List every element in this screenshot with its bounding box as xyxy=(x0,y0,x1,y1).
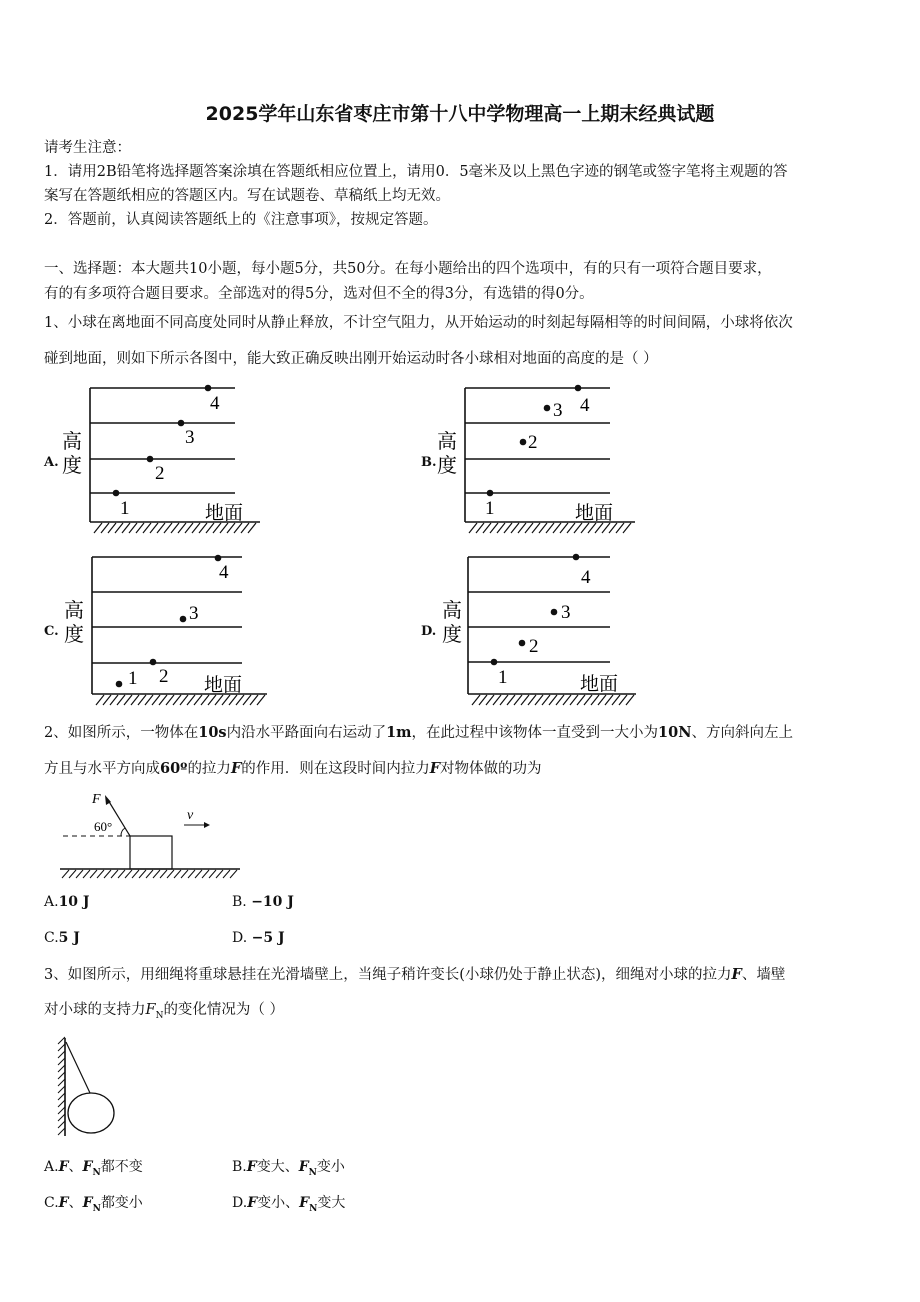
velocity-label: v xyxy=(187,808,194,823)
ground-label: 地面 xyxy=(580,674,619,695)
q1-figure-c xyxy=(62,550,272,710)
ball-label-3: 3 xyxy=(561,602,571,623)
ball-label-2: 2 xyxy=(155,463,165,484)
q1-option-a-label[interactable]: A. xyxy=(44,455,59,470)
ball-label-4: 4 xyxy=(581,567,591,588)
axis-label-top: 高 xyxy=(442,600,462,622)
ball-label-1: 1 xyxy=(128,668,138,689)
q1-option-c-label[interactable]: C. xyxy=(44,624,59,639)
ball-label-4: 4 xyxy=(580,395,590,416)
q3-option-b[interactable]: B.F变大、$F_N$变小 xyxy=(232,1159,345,1178)
notice-item-1-line-1: 1．请用2B铅笔将选择题答案涂填在答题纸相应位置上，请用0．5毫米及以上黑色字迹的钢笔或签字笔将主观题的答 xyxy=(44,164,788,180)
q3-option-a[interactable]: A.F、$F_N$都不变 xyxy=(44,1159,143,1178)
section-1-intro-line-1: 一、选择题：本大题共10小题，每小题5分，共50分。在每小题给出的四个选项中，有的只有一项符合题目要求， xyxy=(44,261,772,277)
ball-label-2: 2 xyxy=(528,432,538,453)
ball-label-1: 1 xyxy=(498,667,508,688)
question-2-line-1: 2、如图所示，一物体在10s内沿水平路面向右运动了1m，在此过程中该物体一直受到一大小为10N、方向斜向左上 xyxy=(44,724,793,741)
page-title: 2025学年山东省枣庄市第十八中学物理高一上期末经典试题 xyxy=(205,103,715,125)
q3-option-c[interactable]: C.F、$F_N$都变小 xyxy=(44,1195,143,1214)
q1-option-d-label[interactable]: D. xyxy=(421,624,437,639)
question-1-line-1: 1、小球在离地面不同高度处同时从静止释放，不计空气阻力，从开始运动的时刻起每隔相等的时间间隔，小球将依次 xyxy=(44,315,793,331)
q2-option-c[interactable]: C.5 J xyxy=(44,930,80,946)
axis-label-bottom: 度 xyxy=(64,624,84,646)
ball-label-3: 3 xyxy=(553,400,563,421)
axis-label-top: 高 xyxy=(64,600,84,622)
question-3-line-1: 3、如图所示，用细绳将重球悬挂在光滑墙壁上，当绳子稍许变长(小球仍处于静止状态)，细绳对小球的拉力F、墙壁 xyxy=(44,966,786,983)
force-label: F xyxy=(92,792,101,807)
ball-label-4: 4 xyxy=(210,393,220,414)
question-1-line-2: 碰到地面，则如下所示各图中，能大致正确反映出刚开始运动时各小球相对地面的高度的是（ ） xyxy=(44,351,658,367)
ball-label-1: 1 xyxy=(485,498,495,519)
axis-label-top: 高 xyxy=(437,431,457,453)
q2-option-d[interactable]: D. −5 J xyxy=(232,930,285,946)
notice-item-2: 2．答题前，认真阅读答题纸上的《注意事项》，按规定答题。 xyxy=(44,212,438,228)
q3-figure xyxy=(56,1036,136,1141)
ball-label-4: 4 xyxy=(219,562,229,583)
q1-option-b-label[interactable]: B. xyxy=(421,455,437,470)
axis-label-top: 高 xyxy=(62,431,82,453)
ground-label: 地面 xyxy=(205,503,244,524)
q2-option-a[interactable]: A.10 J xyxy=(44,894,90,910)
question-3-line-2: 对小球的支持力$F_N$的变化情况为（ ） xyxy=(44,1002,285,1021)
ball-label-3: 3 xyxy=(185,427,195,448)
ball-label-2: 2 xyxy=(159,666,169,687)
axis-label-bottom: 度 xyxy=(437,455,457,477)
ball-label-1: 1 xyxy=(120,498,130,519)
ground-label: 地面 xyxy=(204,675,243,696)
q1-figure-d xyxy=(438,550,648,710)
axis-label-bottom: 度 xyxy=(442,624,462,646)
q1-figure-b xyxy=(435,380,645,540)
angle-label: 60° xyxy=(94,819,113,834)
section-1-intro-line-2: 有的有多项符合题目要求。全部选对的得5分，选对但不全的得3分，有选错的得0分。 xyxy=(44,286,594,302)
notice-heading: 请考生注意： xyxy=(44,140,131,156)
ground-label: 地面 xyxy=(575,503,614,524)
q3-option-d[interactable]: D.F变小、$F_N$变大 xyxy=(232,1195,346,1214)
ball-label-2: 2 xyxy=(529,636,539,657)
q2-option-b[interactable]: B. −10 J xyxy=(232,894,294,910)
question-2-line-2: 方且与水平方向成60º的拉力F的作用．则在这段时间内拉力F对物体做的功为 xyxy=(44,760,542,777)
q1-figure-a xyxy=(60,380,270,540)
ball-label-3: 3 xyxy=(189,603,199,624)
notice-item-1-line-2: 案写在答题纸相应的答题区内。写在试题卷、草稿纸上均无效。 xyxy=(44,188,450,204)
axis-label-bottom: 度 xyxy=(62,455,82,477)
q2-figure xyxy=(58,788,243,883)
